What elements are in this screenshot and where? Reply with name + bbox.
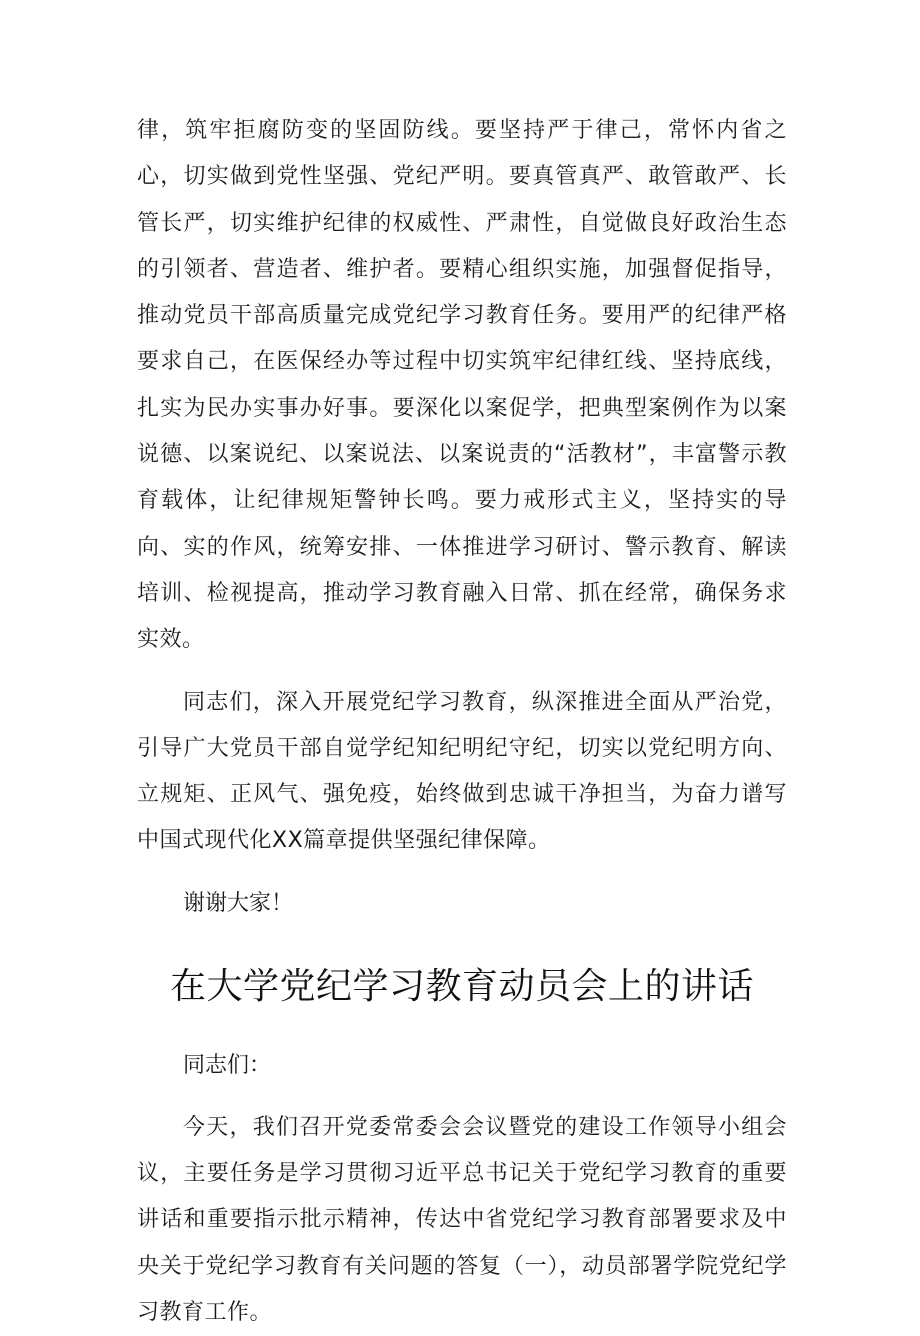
closing-paragraph: 同志们，深入开展党纪学习教育，纵深推进全面从严治党，引导广大党员干部自觉学纪知纪明纪守纪，切实以党纪明方向、立规矩、正风气、强免疫，始终做到忠诚干净担当，为奋力谱写中国式现代化XX篇章提供坚强纪律保障。 bbox=[137, 689, 787, 854]
opening-paragraph: 今天，我们召开党委常委会会议暨党的建设工作领导小组会议，主要任务是学习贯彻习近平总书记关于党纪学习教育的重要讲话和重要指示批示精神，传达中省党纪学习教育部署要求及中央关于党纪学习教育有关问题的答复（一），动员部署学院党纪学习教育工作。 bbox=[137, 1114, 787, 1325]
salutation: 同志们： bbox=[183, 1052, 272, 1078]
thanks-line: 谢谢大家！ bbox=[183, 890, 294, 916]
speech-title: 在大学党纪学习教育动员会上的讲话 bbox=[169, 965, 754, 1007]
continued-paragraph: 律，筑牢拒腐防变的坚固防线。要坚持严于律己，常怀内省之心，切实做到党性坚强、党纪严明。要真管真严、敢管敢严、长管长严，切实维护纪律的权威性、严肃性，自觉做良好政治生态的引领者、营造者、维护者。要精心组织实施，加强督促指导，推动党员干部高质量完成党纪学习教育任务。要用严的纪律严格要求自己，在医保经办等过程中切实筑牢纪律红线、坚持底线，扎实为民办实事办好事。要深化以案促学，把典型案例作为以案说德、以案说纪、以案说法、以案说责的“活教材”，丰富警示教育载体，让纪律规矩警钟长鸣。要力戒形式主义，坚持实的导向、实的作风，统筹安排、一体推进学习研讨、警示教育、解读培训、检视提高，推动学习教育融入日常、抓在经常，确保务求实效。 bbox=[137, 118, 787, 653]
document-body bbox=[137, 108, 787, 1336]
